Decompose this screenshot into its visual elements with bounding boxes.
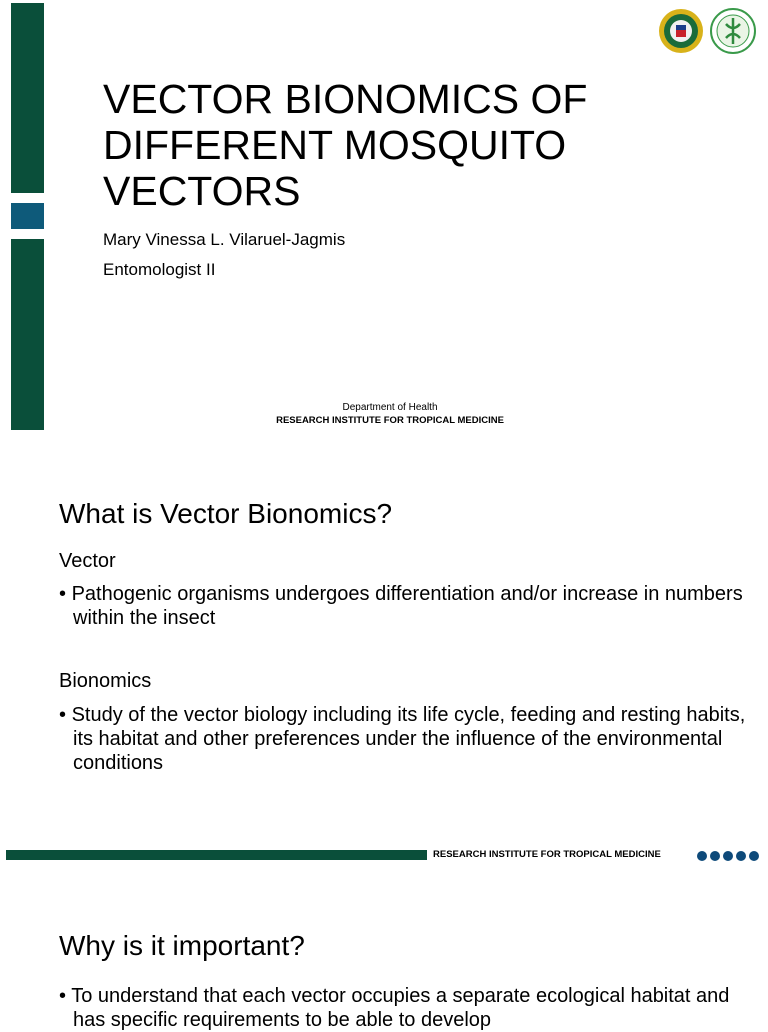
institute-label: RESEARCH INSTITUTE FOR TROPICAL MEDICINE [276, 415, 504, 426]
left-square [11, 203, 44, 229]
left-bar-bottom [11, 239, 44, 430]
left-bar-top [11, 3, 44, 193]
doh-seal-icon [658, 8, 704, 54]
footer-dot [749, 851, 759, 861]
author-name: Mary Vinessa L. Vilaruel-Jagmis [103, 230, 346, 249]
author-role: Entomologist II [103, 260, 216, 279]
footer-dot [697, 851, 707, 861]
footer-dot [710, 851, 720, 861]
slide3-heading: Why is it important? [59, 930, 305, 961]
slide2-heading: What is Vector Bionomics? [59, 498, 393, 529]
term-vector: Vector [59, 550, 116, 572]
vector-definition: • Pathogenic organisms undergoes differentiation and/or increase in numbers within the insect [59, 582, 753, 630]
importance-bullet: • To understand that each vector occupies a separate ecological habitat and has specific requirements to be able to develop [59, 984, 753, 1032]
footer-dot [723, 851, 733, 861]
department-label: Department of Health [342, 402, 438, 413]
footer-dots [697, 851, 759, 861]
bionomics-definition: • Study of the vector biology including its life cycle, feeding and resting habits, its habitat and other preferences under the influence of the environmental conditions [59, 703, 753, 775]
ritm-logo-icon [710, 8, 756, 54]
footer-bar [6, 850, 427, 860]
term-bionomics: Bionomics [59, 670, 152, 692]
footer-dot [736, 851, 746, 861]
presentation-title: VECTOR BIONOMICS OF DIFFERENT MOSQUITO VECTORS [103, 76, 588, 214]
footer-institute-label: RESEARCH INSTITUTE FOR TROPICAL MEDICINE [433, 849, 661, 860]
